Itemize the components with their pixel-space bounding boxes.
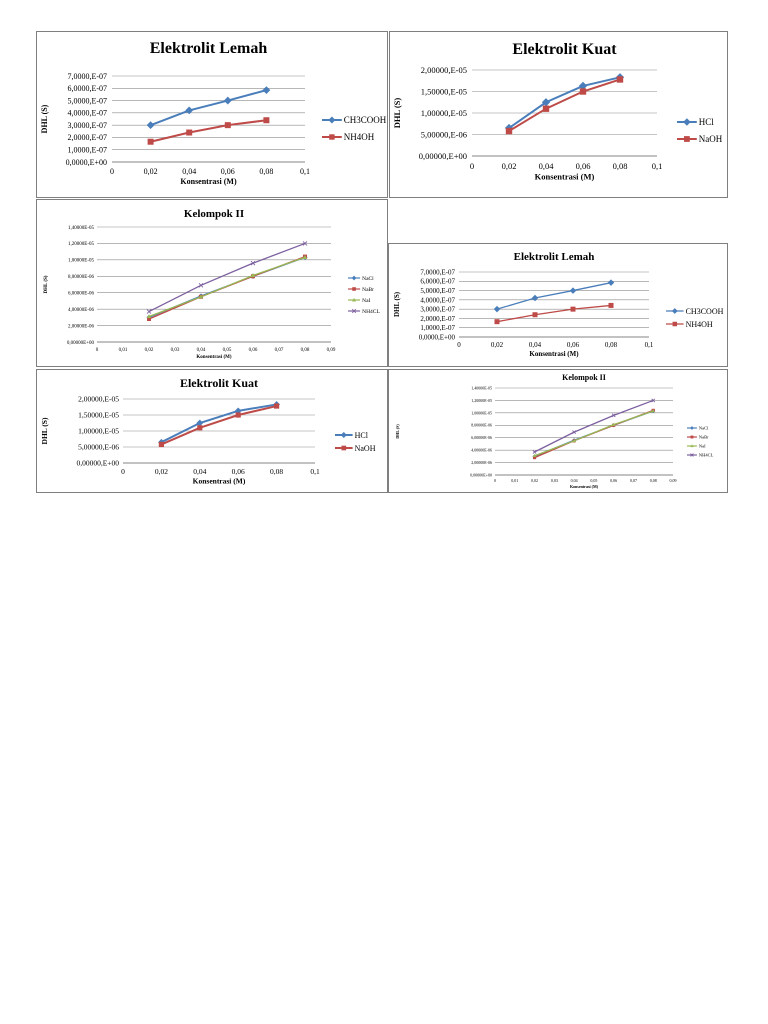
legend-marker bbox=[341, 446, 346, 451]
y-tick-label: 1,50000,E-05 bbox=[78, 410, 119, 420]
x-tick-label: 0,04 bbox=[570, 478, 578, 483]
x-tick-label: 0 bbox=[95, 348, 99, 353]
x-tick-label: 0,06 bbox=[220, 167, 235, 176]
series-nai bbox=[147, 255, 307, 318]
y-tick-label: 5,0000,E-07 bbox=[420, 287, 455, 296]
data-point bbox=[148, 139, 154, 145]
data-point bbox=[580, 88, 586, 94]
x-tick-label: 0,06 bbox=[566, 341, 580, 349]
y-tick-label: 6,00000E-06 bbox=[68, 291, 94, 297]
chart-title: Elektrolit Lemah bbox=[513, 251, 595, 263]
y-axis-label: DHL (S) bbox=[40, 104, 49, 134]
legend bbox=[677, 117, 723, 144]
chart-svg bbox=[37, 200, 387, 366]
y-tick-label: 1,00000E-05 bbox=[68, 258, 94, 264]
x-tick-label: 0,1 bbox=[310, 467, 320, 476]
legend-label: NaCl bbox=[362, 275, 374, 282]
legend-label: NH4OH bbox=[343, 132, 375, 143]
y-axis-label: DHL (S) bbox=[40, 417, 49, 445]
data-point bbox=[532, 295, 539, 302]
data-point bbox=[263, 117, 269, 123]
legend bbox=[335, 431, 376, 453]
series-line bbox=[161, 406, 276, 444]
legend-label: NH4OH bbox=[685, 319, 713, 329]
data-point bbox=[263, 86, 271, 94]
x-tick-label: 0,02 bbox=[501, 161, 517, 171]
y-axis-label: DHL (S) bbox=[395, 424, 400, 439]
x-tick-label: 0,04 bbox=[196, 348, 206, 353]
chart-panel-kelompok-ii-1 bbox=[36, 199, 388, 367]
x-tick-label: 0,05 bbox=[590, 478, 598, 483]
y-axis-label: DHL (S) bbox=[392, 97, 402, 129]
legend-label: HCl bbox=[698, 117, 714, 128]
legend-label: NaOH bbox=[698, 134, 723, 145]
data-point bbox=[225, 122, 231, 128]
x-tick-label: 0,04 bbox=[193, 467, 207, 476]
series-nh4oh bbox=[495, 303, 614, 324]
y-tick-label: 8,00000E-06 bbox=[471, 422, 492, 428]
x-tick-label: 0,1 bbox=[644, 341, 654, 349]
data-point bbox=[495, 319, 500, 324]
chart-panel-elektrolit-lemah-2 bbox=[388, 243, 728, 367]
data-point bbox=[608, 279, 615, 286]
y-tick-label: 4,0000,E-07 bbox=[420, 296, 455, 305]
series-line bbox=[149, 243, 305, 311]
x-tick-label: 0,1 bbox=[651, 161, 663, 171]
y-tick-label: 0,0000,E+00 bbox=[65, 157, 107, 167]
series-line bbox=[497, 305, 611, 321]
x-tick-label: 0,03 bbox=[550, 478, 558, 483]
series-nh4cl bbox=[533, 399, 655, 454]
x-tick-label: 0,1 bbox=[300, 167, 310, 176]
data-point bbox=[197, 425, 202, 430]
chart-title: Kelompok II bbox=[183, 208, 245, 220]
x-tick-label: 0,02 bbox=[531, 478, 539, 483]
data-point bbox=[224, 97, 232, 105]
x-tick-label: 0,04 bbox=[528, 341, 542, 349]
x-tick-label: 0,08 bbox=[604, 341, 618, 349]
y-tick-label: 1,00000,E-05 bbox=[78, 426, 119, 436]
series-line bbox=[151, 120, 267, 142]
x-tick-label: 0,06 bbox=[610, 478, 618, 483]
x-tick-label: 0,08 bbox=[259, 167, 274, 176]
legend-label: NH4CL bbox=[698, 452, 714, 458]
legend-label: NaI bbox=[698, 443, 706, 449]
y-tick-label: 1,0000,E-07 bbox=[67, 145, 107, 155]
y-tick-label: 6,00000E-06 bbox=[471, 435, 492, 441]
x-axis-label: Konsentrasi (M) bbox=[529, 350, 579, 358]
y-tick-label: 1,20000E-05 bbox=[68, 242, 94, 248]
x-tick-label: 0 bbox=[121, 467, 125, 476]
y-tick-label: 2,0000,E-07 bbox=[420, 314, 455, 323]
series-naoh bbox=[506, 76, 623, 134]
legend-label: NaBr bbox=[362, 286, 375, 293]
chart-svg bbox=[37, 370, 387, 492]
x-axis-label: Konsentrasi (M) bbox=[180, 177, 237, 186]
legend-marker bbox=[672, 308, 678, 314]
chart-title: Elektrolit Lemah bbox=[149, 40, 268, 57]
legend-label: NaBr bbox=[698, 434, 709, 440]
data-point bbox=[617, 76, 623, 82]
y-tick-label: 5,00000,E-06 bbox=[420, 129, 467, 140]
data-point bbox=[533, 312, 538, 317]
series-line bbox=[497, 283, 611, 309]
y-tick-label: 1,00000E-05 bbox=[471, 410, 492, 416]
y-tick-label: 1,00000,E-05 bbox=[420, 107, 467, 118]
x-tick-label: 0,03 bbox=[170, 348, 180, 353]
chart-panel-elektrolit-lemah-1 bbox=[36, 31, 388, 198]
x-tick-label: 0 bbox=[457, 341, 461, 349]
legend-marker bbox=[329, 134, 334, 139]
data-point bbox=[274, 403, 279, 408]
data-point bbox=[236, 412, 241, 417]
y-axis-label: DHL (S) bbox=[44, 275, 49, 294]
x-tick-label: 0,08 bbox=[300, 348, 310, 353]
legend-marker bbox=[352, 287, 356, 291]
y-tick-label: 2,00000E-06 bbox=[471, 459, 492, 465]
y-tick-label: 1,50000,E-05 bbox=[420, 86, 467, 97]
y-tick-label: 0,0000,E+00 bbox=[418, 333, 455, 342]
y-tick-label: 4,0000,E-07 bbox=[67, 108, 107, 118]
y-tick-label: 0,00000,E+00 bbox=[76, 458, 119, 468]
y-tick-label: 5,00000,E-06 bbox=[78, 442, 119, 452]
y-tick-label: 0,00000,E+00 bbox=[418, 150, 467, 161]
legend bbox=[666, 307, 724, 329]
chart-svg bbox=[389, 370, 727, 492]
y-axis-label: DHL (S) bbox=[393, 291, 401, 318]
y-tick-label: 0,00000E+00 bbox=[470, 472, 492, 478]
x-tick-label: 0 bbox=[469, 161, 475, 171]
series-nh4cl bbox=[147, 241, 307, 313]
x-tick-label: 0,01 bbox=[118, 348, 128, 353]
x-tick-label: 0,08 bbox=[270, 467, 284, 476]
x-tick-label: 0,05 bbox=[222, 348, 232, 353]
legend bbox=[687, 426, 714, 458]
y-tick-label: 6,0000,E-07 bbox=[67, 84, 107, 94]
x-tick-label: 0,04 bbox=[538, 161, 554, 171]
legend-marker bbox=[691, 436, 694, 439]
series-line bbox=[535, 411, 654, 456]
legend-label: NaI bbox=[362, 297, 371, 304]
chart-panel-elektrolit-kuat-2 bbox=[36, 369, 388, 493]
x-tick-label: 0,02 bbox=[154, 467, 168, 476]
x-tick-label: 0,02 bbox=[143, 167, 158, 176]
x-axis-label: Konsentrasi (M) bbox=[569, 484, 599, 489]
y-tick-label: 1,20000E-05 bbox=[471, 397, 492, 403]
data-point bbox=[159, 442, 164, 447]
x-tick-label: 0,04 bbox=[182, 167, 197, 176]
y-tick-label: 1,40000E-05 bbox=[68, 225, 94, 231]
series-naoh bbox=[159, 403, 279, 447]
y-tick-label: 4,00000E-06 bbox=[471, 447, 492, 453]
x-axis-label: Konsentrasi (M) bbox=[196, 355, 232, 360]
data-point bbox=[506, 128, 512, 134]
y-tick-label: 1,0000,E-07 bbox=[420, 324, 455, 333]
chart-title: Kelompok II bbox=[562, 373, 606, 382]
x-tick-label: 0,06 bbox=[248, 348, 258, 353]
y-tick-label: 7,0000,E-07 bbox=[67, 71, 107, 81]
legend-marker bbox=[673, 322, 678, 327]
chart-panel-kelompok-ii-2 bbox=[388, 369, 728, 493]
legend-marker bbox=[341, 432, 347, 438]
y-tick-label: 4,00000E-06 bbox=[68, 307, 94, 313]
y-tick-label: 6,0000,E-07 bbox=[420, 277, 455, 286]
data-point bbox=[147, 121, 155, 129]
x-tick-label: 0,06 bbox=[231, 467, 245, 476]
x-tick-label: 0 bbox=[494, 478, 496, 483]
chart-title: Elektrolit Kuat bbox=[179, 376, 259, 390]
legend-label: NH4CL bbox=[362, 308, 380, 315]
legend bbox=[348, 276, 380, 315]
chart-svg bbox=[390, 32, 727, 197]
x-tick-label: 0,09 bbox=[669, 478, 677, 483]
legend-label: CH3COOH bbox=[343, 115, 387, 126]
y-tick-label: 2,0000,E-07 bbox=[67, 133, 107, 143]
series-line bbox=[509, 79, 620, 131]
y-tick-label: 5,0000,E-07 bbox=[67, 96, 107, 106]
legend-marker bbox=[690, 426, 694, 430]
legend-label: NaOH bbox=[354, 443, 376, 453]
chart-svg bbox=[37, 32, 387, 197]
data-point bbox=[494, 306, 501, 313]
y-tick-label: 1,40000E-05 bbox=[471, 385, 492, 391]
series-nai bbox=[533, 409, 655, 457]
y-tick-label: 0,00000E+00 bbox=[66, 340, 94, 346]
data-point bbox=[186, 130, 192, 136]
y-tick-label: 7,0000,E-07 bbox=[420, 268, 455, 277]
chart-svg bbox=[389, 244, 727, 366]
y-tick-label: 2,00000,E-05 bbox=[78, 394, 119, 404]
legend-label: CH3COOH bbox=[685, 306, 724, 316]
y-tick-label: 8,00000E-06 bbox=[68, 275, 94, 281]
y-tick-label: 2,00000,E-05 bbox=[420, 64, 467, 75]
x-tick-label: 0,01 bbox=[511, 478, 519, 483]
x-tick-label: 0,02 bbox=[490, 341, 504, 349]
legend-label: NaCl bbox=[698, 425, 709, 431]
x-axis-label: Konsentrasi (M) bbox=[534, 171, 595, 182]
series-line bbox=[535, 400, 654, 452]
x-tick-label: 0 bbox=[110, 167, 114, 176]
data-point bbox=[571, 307, 576, 312]
data-point bbox=[570, 287, 577, 294]
x-tick-label: 0,02 bbox=[144, 348, 154, 353]
y-tick-label: 2,00000E-06 bbox=[68, 324, 94, 330]
x-tick-label: 0,07 bbox=[274, 348, 284, 353]
series-nh4oh bbox=[148, 117, 270, 145]
series-line bbox=[151, 90, 267, 125]
y-tick-label: 3,0000,E-07 bbox=[67, 120, 107, 130]
x-axis-label: Konsentrasi (M) bbox=[192, 476, 246, 486]
x-tick-label: 0,09 bbox=[326, 348, 336, 353]
legend-marker bbox=[352, 276, 357, 281]
x-tick-label: 0,08 bbox=[612, 161, 628, 171]
data-point bbox=[543, 106, 549, 112]
y-tick-label: 3,0000,E-07 bbox=[420, 305, 455, 314]
x-tick-label: 0,08 bbox=[649, 478, 657, 483]
legend-label: HCl bbox=[354, 430, 368, 440]
legend bbox=[322, 115, 387, 142]
legend-marker bbox=[328, 116, 335, 123]
chart-panel-elektrolit-kuat-1 bbox=[389, 31, 728, 198]
legend-marker bbox=[683, 118, 690, 125]
data-point bbox=[609, 303, 614, 308]
x-tick-label: 0,06 bbox=[575, 161, 591, 171]
x-tick-label: 0,07 bbox=[629, 478, 637, 483]
legend-marker bbox=[684, 136, 690, 142]
chart-title: Elektrolit Kuat bbox=[512, 41, 617, 58]
